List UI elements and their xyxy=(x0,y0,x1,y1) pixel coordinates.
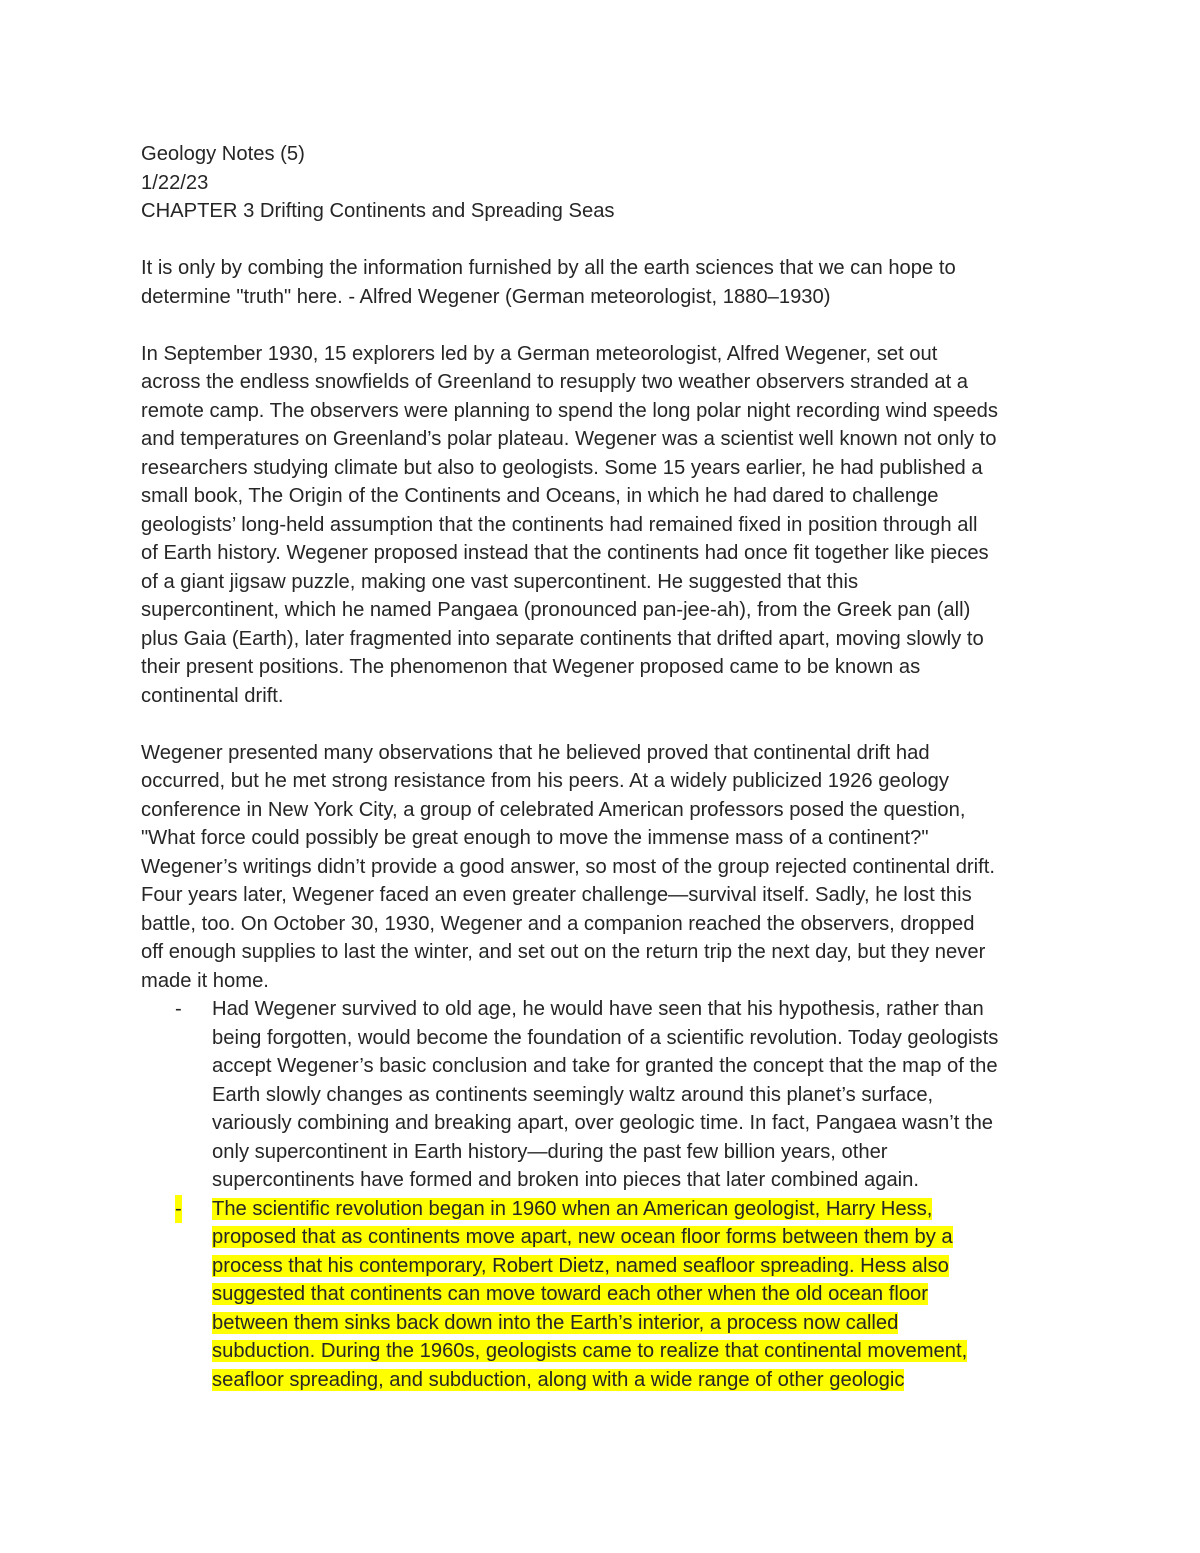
bullet-line: supercontinents have formed and broken into pieces that later combined again. xyxy=(212,1169,920,1191)
document-date: 1/22/23 xyxy=(141,171,209,194)
paragraph-line: battle, too. On October 30, 1930, Wegener and a companion reached the observers, dropped xyxy=(141,912,975,935)
paragraph-line: of a giant jigsaw puzzle, making one vast supercontinent. He suggested that this xyxy=(141,570,859,593)
paragraph-line: In September 1930, 15 explorers led by a German meteorologist, Alfred Wegener, set out xyxy=(141,342,938,365)
quote-paragraph xyxy=(141,254,1066,311)
bullet-line: only supercontinent in Earth history—during the past few billion years, other xyxy=(212,1140,888,1163)
paragraph-line: Four years later, Wegener faced an even greater challenge—survival itself. Sadly, he lost this xyxy=(141,884,972,906)
paragraph-line: conference in New York City, a group of celebrated American professors posed the question, xyxy=(141,798,966,821)
chapter-heading: CHAPTER 3 Drifting Continents and Spreading Seas xyxy=(141,200,615,222)
bullet-dash: - xyxy=(175,1195,182,1224)
paragraph-1 xyxy=(141,340,1066,711)
bullet-line: variously combining and breaking apart, over geologic time. In fact, Pangaea wasn’t the xyxy=(212,1112,994,1134)
spacer xyxy=(141,710,1066,739)
paragraph-line: "What force could possibly be great enough to move the immense mass of a continent?" xyxy=(141,827,929,849)
paragraph-line: small book, The Origin of the Continents and Oceans, in which he had dared to challenge xyxy=(141,485,939,507)
paragraph-2 xyxy=(141,739,1066,996)
quote-line: It is only by combing the information furnished by all the earth sciences that we can hope to xyxy=(141,257,956,279)
paragraph-line: remote camp. The observers were planning to spend the long polar night recording wind speeds xyxy=(141,399,998,422)
paragraph-line: made it home. xyxy=(141,969,269,992)
paragraph-line: off enough supplies to last the winter, and set out on the return trip the next day, but they never xyxy=(141,941,986,963)
paragraph-line: Wegener’s writings didn’t provide a good answer, so most of the group rejected continental drift. xyxy=(141,855,995,878)
spacer xyxy=(141,311,1066,340)
bullet-item-2-highlighted xyxy=(141,1195,1066,1395)
document-page xyxy=(141,140,1066,1394)
paragraph-line: across the endless snowfields of Greenland to resupply two weather observers stranded at a xyxy=(141,371,969,393)
paragraph-line: occurred, but he met strong resistance from his peers. At a widely publicized 1926 geology xyxy=(141,770,949,792)
bullet-line: Had Wegener survived to old age, he would have seen that his hypothesis, rather than xyxy=(212,998,984,1020)
paragraph-line: geologists’ long-held assumption that the continents had remained fixed in position through all xyxy=(141,513,978,536)
bullet-item-1 xyxy=(141,995,1066,1195)
highlighted-line: subduction. During the 1960s, geologists came to realize that continental movement, xyxy=(212,1340,968,1362)
spacer xyxy=(141,226,1066,255)
document-title: Geology Notes (5) xyxy=(141,143,305,165)
highlighted-line: proposed that as continents move apart, new ocean floor forms between them by a xyxy=(212,1226,953,1248)
paragraph-line: their present positions. The phenomenon that Wegener proposed came to be known as xyxy=(141,656,921,678)
highlighted-line: process that his contemporary, Robert Dietz, named seafloor spreading. Hess also xyxy=(212,1254,949,1277)
bullet-dash: - xyxy=(175,998,182,1020)
highlighted-line: between them sinks back down into the Earth’s interior, a process now called xyxy=(212,1311,899,1334)
paragraph-line: Wegener presented many observations that he believed proved that continental drift had xyxy=(141,741,930,764)
highlighted-line: seafloor spreading, and subduction, along with a wide range of other geologic xyxy=(212,1368,905,1391)
highlighted-line: suggested that continents can move toward each other when the old ocean floor xyxy=(212,1283,928,1305)
paragraph-line: supercontinent, which he named Pangaea (pronounced pan-jee-ah), from the Greek pan (all) xyxy=(141,599,971,621)
bullet-line: accept Wegener’s basic conclusion and take for granted the concept that the map of the xyxy=(212,1055,998,1077)
bullet-line: Earth slowly changes as continents seemingly waltz around this planet’s surface, xyxy=(212,1083,934,1106)
bullet-line: being forgotten, would become the foundation of a scientific revolution. Today geologists xyxy=(212,1026,999,1049)
paragraph-line: of Earth history. Wegener proposed instead that the continents had once fit together like pieces xyxy=(141,542,989,564)
paragraph-line: researchers studying climate but also to geologists. Some 15 years earlier, he had published a xyxy=(141,456,983,479)
paragraph-line: and temperatures on Greenland’s polar plateau. Wegener was a scientist well known not only to xyxy=(141,428,997,450)
paragraph-line: continental drift. xyxy=(141,684,284,707)
highlighted-line: The scientific revolution began in 1960 when an American geologist, Harry Hess, xyxy=(212,1197,933,1220)
paragraph-line: plus Gaia (Earth), later fragmented into separate continents that drifted apart, moving slowly to xyxy=(141,627,984,650)
quote-line: determine "truth" here. - Alfred Wegener (German meteorologist, 1880–1930) xyxy=(141,285,831,308)
